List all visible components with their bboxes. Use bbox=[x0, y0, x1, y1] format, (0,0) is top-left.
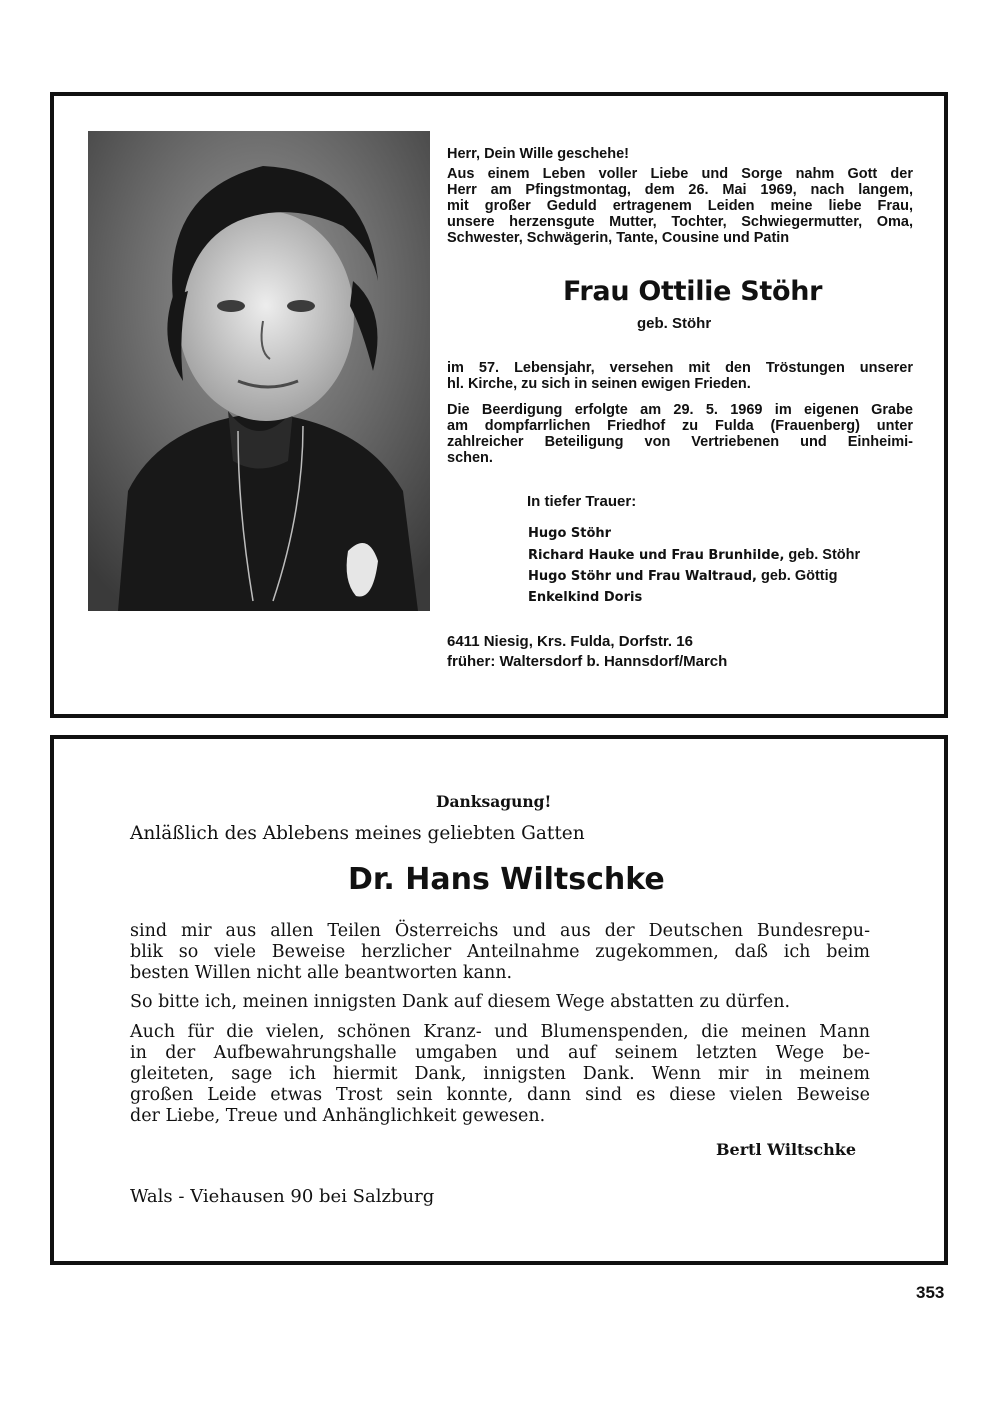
intro-line: unsere herzensgute Mutter, Tochter, Schwiegermutter, Oma, bbox=[447, 214, 913, 230]
funeral-line: Die Beerdigung erfolgte am 29. 5. 1969 im eigenen Grabe bbox=[447, 402, 913, 418]
thanks-heading: Danksagung! bbox=[436, 792, 552, 811]
paragraph-line: sind mir aus allen Teilen Österreichs und aus der Deutschen Bundesrepu- bbox=[130, 921, 870, 941]
funeral-line: schen. bbox=[447, 450, 493, 466]
funeral-paragraph bbox=[447, 402, 913, 466]
intro-line: Herr, Dein Wille geschehe! bbox=[447, 146, 629, 162]
thanks-paragraph-1 bbox=[130, 921, 870, 984]
intro-line: mit großer Geduld ertragenem Leiden meine liebe Frau, bbox=[447, 198, 913, 214]
paragraph-line: blik so viele Beweise herzlicher Anteilnahme zugekommen, daß ich beim bbox=[130, 942, 870, 962]
mourner-name: Richard Hauke und Frau Brunhilde, bbox=[528, 547, 785, 563]
paragraph-line: der Liebe, Treue und Anhänglichkeit gewesen. bbox=[130, 1106, 546, 1126]
page-number: 353 bbox=[916, 1283, 945, 1302]
paragraph-line: gleiteten, sage ich hiermit Dank, innigsten Dank. Wenn mir in meinem bbox=[130, 1064, 870, 1084]
age-line: im 57. Lebensjahr, versehen mit den Tröstungen unserer bbox=[447, 360, 913, 376]
signature: Bertl Wiltschke bbox=[716, 1140, 857, 1159]
mourner-entry bbox=[528, 588, 860, 609]
mourner-name: Hugo Stöhr bbox=[528, 526, 612, 541]
mourner-entry bbox=[528, 524, 860, 545]
thanks-paragraph-3 bbox=[130, 1022, 870, 1127]
paragraph-line: in der Aufbewahrungshalle umgaben und auf seinem letzten Wege be- bbox=[130, 1043, 870, 1063]
mourner-entry bbox=[528, 545, 860, 567]
funeral-line: am dompfarrlichen Friedhof zu Fulda (Frauenberg) unter bbox=[447, 418, 913, 434]
thanks-intro: Anläßlich des Ablebens meines geliebten Gatten bbox=[130, 823, 585, 844]
mourning-heading: In tiefer Trauer: bbox=[527, 493, 637, 510]
birth-name: geb. Stöhr bbox=[637, 315, 712, 332]
intro-line: Herr am Pfingstmontag, dem 26. Mai 1969, nach langem, bbox=[447, 182, 913, 198]
family-address bbox=[447, 632, 727, 672]
mourner-entry bbox=[528, 566, 860, 588]
address-line: 6411 Niesig, Krs. Fulda, Dorfstr. 16 bbox=[447, 633, 693, 650]
thanks-paragraph-2 bbox=[130, 992, 870, 1013]
sender-address: Wals - Viehausen 90 bei Salzburg bbox=[130, 1186, 435, 1207]
intro-line: Aus einem Leben voller Liebe und Sorge nahm Gott der bbox=[447, 166, 913, 182]
mourner-name: Enkelkind Doris bbox=[528, 589, 643, 605]
paragraph-line: So bitte ich, meinen innigsten Dank auf diesem Wege abstatten zu dürfen. bbox=[130, 992, 791, 1012]
intro-line: Schwester, Schwägerin, Tante, Cousine und Patin bbox=[447, 230, 790, 246]
mourner-birth-name: geb. Göttig bbox=[756, 568, 838, 584]
paragraph-line: großen Leide etwas Trost sein konnte, dann sind es diese vielen Beweise bbox=[130, 1085, 870, 1105]
intro-text bbox=[447, 146, 913, 246]
mourners-list bbox=[528, 524, 860, 608]
deceased-name: Frau Ottilie Stöhr bbox=[563, 276, 823, 307]
funeral-line: zahlreicher Beteiligung von Vertriebenen und Einheimi- bbox=[447, 434, 913, 450]
deceased-name-2: Dr. Hans Wiltschke bbox=[348, 862, 665, 897]
age-paragraph bbox=[447, 360, 913, 392]
paragraph-line: besten Willen nicht alle beantworten kann. bbox=[130, 963, 513, 983]
mourner-name: Hugo Stöhr und Frau Waltraud, bbox=[528, 569, 757, 584]
age-line: hl. Kirche, zu sich in seinen ewigen Frieden. bbox=[447, 376, 751, 392]
mourner-birth-name: geb. Stöhr bbox=[784, 546, 861, 563]
paragraph-line: Auch für die vielen, schönen Kranz- und Blumenspenden, die meinen Mann bbox=[130, 1022, 870, 1042]
address-line: früher: Waltersdorf b. Hannsdorf/March bbox=[447, 653, 728, 670]
portrait-photo bbox=[88, 131, 430, 611]
